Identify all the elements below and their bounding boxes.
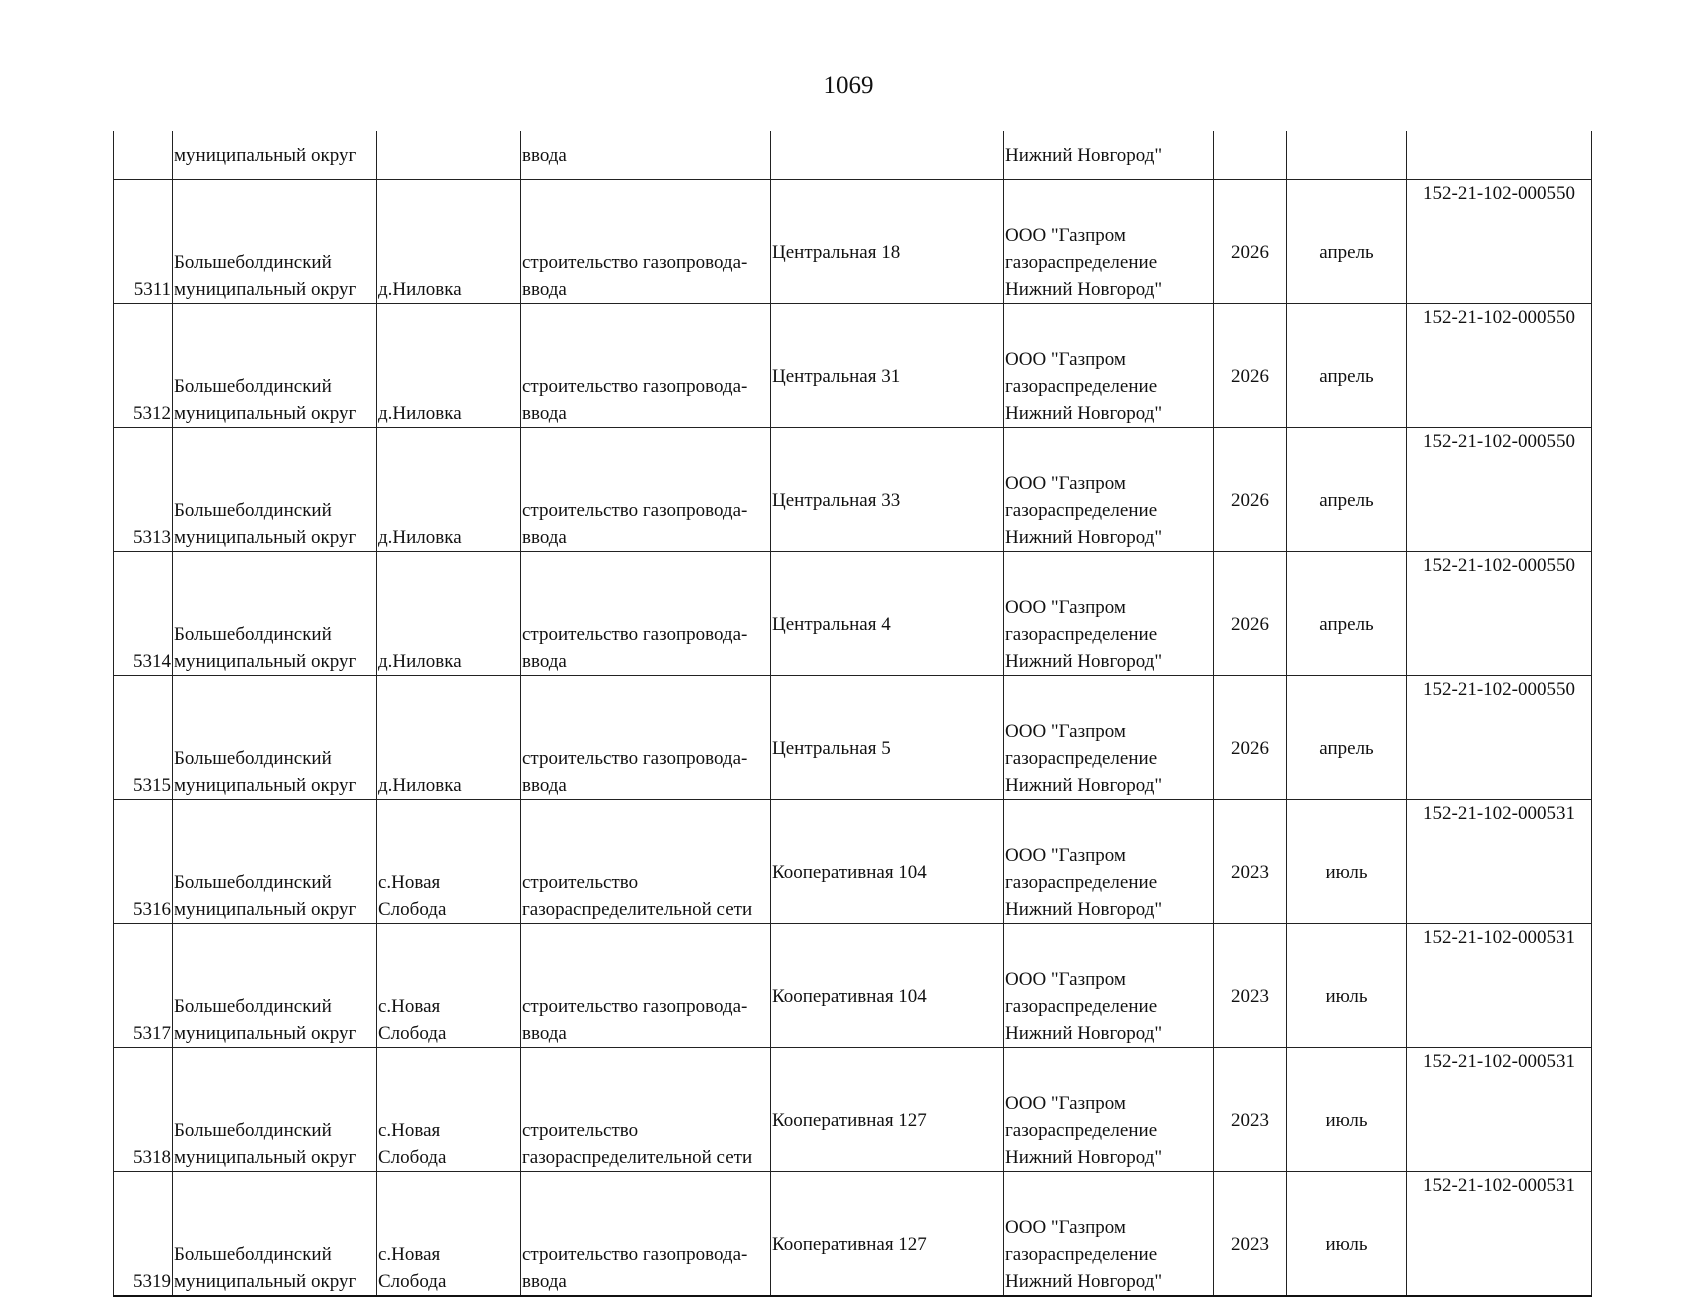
cell-code: 152-21-102-000531 bbox=[1407, 1172, 1592, 1297]
cell-work: строительство газораспределительной сети bbox=[521, 1048, 771, 1172]
cell-month: июль bbox=[1287, 1172, 1407, 1297]
cell-district: Большеболдинский муниципальный округ bbox=[173, 428, 377, 552]
cell-code: 152-21-102-000531 bbox=[1407, 924, 1592, 1048]
cell-num: 5311 bbox=[114, 180, 173, 304]
cell-num: 5319 bbox=[114, 1172, 173, 1297]
cell-district: Большеболдинский муниципальный округ bbox=[173, 1048, 377, 1172]
cell-year: 2023 bbox=[1214, 800, 1287, 924]
table-row bbox=[114, 552, 1592, 676]
cell-work: ввода bbox=[521, 131, 771, 180]
cell-num: 5313 bbox=[114, 428, 173, 552]
cell-district: Большеболдинский муниципальный округ bbox=[173, 924, 377, 1048]
cell-district: Большеболдинский муниципальный округ bbox=[173, 800, 377, 924]
cell-address: Кооперативная 127 bbox=[771, 1172, 1004, 1297]
cell-month: апрель bbox=[1287, 676, 1407, 800]
cell-year: 2026 bbox=[1214, 304, 1287, 428]
cell-district: Большеболдинский муниципальный округ bbox=[173, 180, 377, 304]
cell-code: 152-21-102-000531 bbox=[1407, 1048, 1592, 1172]
cell-address bbox=[771, 131, 1004, 180]
cell-work: строительство газопровода- ввода bbox=[521, 304, 771, 428]
cell-code bbox=[1407, 131, 1592, 180]
cell-address: Центральная 18 bbox=[771, 180, 1004, 304]
cell-settlement: д.Ниловка bbox=[377, 676, 521, 800]
cell-org: ООО "Газпром газораспределение Нижний Новгород" bbox=[1004, 180, 1214, 304]
cell-code: 152-21-102-000550 bbox=[1407, 552, 1592, 676]
cell-month: апрель bbox=[1287, 428, 1407, 552]
cell-org: ООО "Газпром газораспределение Нижний Новгород" bbox=[1004, 552, 1214, 676]
cell-num: 5312 bbox=[114, 304, 173, 428]
cell-num: 5316 bbox=[114, 800, 173, 924]
table-row bbox=[114, 304, 1592, 428]
cell-work: строительство газопровода- ввода bbox=[521, 428, 771, 552]
cell-district: Большеболдинский муниципальный округ bbox=[173, 304, 377, 428]
cell-work: строительство газораспределительной сети bbox=[521, 800, 771, 924]
cell-address: Центральная 5 bbox=[771, 676, 1004, 800]
cell-code: 152-21-102-000550 bbox=[1407, 304, 1592, 428]
cell-code: 152-21-102-000550 bbox=[1407, 428, 1592, 552]
table-row bbox=[114, 180, 1592, 304]
cell-month bbox=[1287, 131, 1407, 180]
cell-month: апрель bbox=[1287, 552, 1407, 676]
cell-year: 2026 bbox=[1214, 552, 1287, 676]
cell-org: ООО "Газпром газораспределение Нижний Новгород" bbox=[1004, 676, 1214, 800]
cell-month: июль bbox=[1287, 1048, 1407, 1172]
cell-settlement bbox=[377, 131, 521, 180]
cell-year: 2026 bbox=[1214, 428, 1287, 552]
table-row bbox=[114, 800, 1592, 924]
cell-work: строительство газопровода- ввода bbox=[521, 552, 771, 676]
cell-work: строительство газопровода- ввода bbox=[521, 924, 771, 1048]
cell-year: 2023 bbox=[1214, 1172, 1287, 1297]
page-number: 1069 bbox=[823, 72, 874, 99]
table-row bbox=[114, 428, 1592, 552]
cell-num: 5315 bbox=[114, 676, 173, 800]
cell-settlement: с.Новая Слобода bbox=[377, 1172, 521, 1297]
continuation-row bbox=[114, 131, 1592, 180]
cell-address: Кооперативная 104 bbox=[771, 800, 1004, 924]
cell-year: 2026 bbox=[1214, 676, 1287, 800]
table-row bbox=[114, 924, 1592, 1048]
cell-settlement: д.Ниловка bbox=[377, 304, 521, 428]
cell-org: ООО "Газпром газораспределение Нижний Новгород" bbox=[1004, 1048, 1214, 1172]
cell-district: Большеболдинский муниципальный округ bbox=[173, 676, 377, 800]
cell-work: строительство газопровода- ввода bbox=[521, 676, 771, 800]
table-row bbox=[114, 1172, 1592, 1297]
cell-org: ООО "Газпром газораспределение Нижний Новгород" bbox=[1004, 800, 1214, 924]
cell-org: Нижний Новгород" bbox=[1004, 131, 1214, 180]
cell-address: Кооперативная 104 bbox=[771, 924, 1004, 1048]
cell-settlement: д.Ниловка bbox=[377, 552, 521, 676]
cell-address: Центральная 31 bbox=[771, 304, 1004, 428]
cell-settlement: д.Ниловка bbox=[377, 428, 521, 552]
cell-num: 5318 bbox=[114, 1048, 173, 1172]
cell-num bbox=[114, 131, 173, 180]
cell-year: 2023 bbox=[1214, 924, 1287, 1048]
registry-table bbox=[113, 131, 1592, 1297]
cell-num: 5314 bbox=[114, 552, 173, 676]
cell-month: апрель bbox=[1287, 304, 1407, 428]
table-row bbox=[114, 1048, 1592, 1172]
cell-year bbox=[1214, 131, 1287, 180]
cell-district: Большеболдинский муниципальный округ bbox=[173, 1172, 377, 1297]
cell-org: ООО "Газпром газораспределение Нижний Новгород" bbox=[1004, 924, 1214, 1048]
cell-month: июль bbox=[1287, 800, 1407, 924]
table-body bbox=[114, 180, 1592, 1297]
cell-year: 2023 bbox=[1214, 1048, 1287, 1172]
cell-settlement: с.Новая Слобода bbox=[377, 800, 521, 924]
table-row bbox=[114, 676, 1592, 800]
cell-month: июль bbox=[1287, 924, 1407, 1048]
cell-org: ООО "Газпром газораспределение Нижний Новгород" bbox=[1004, 428, 1214, 552]
cell-work: строительство газопровода- ввода bbox=[521, 1172, 771, 1297]
cell-num: 5317 bbox=[114, 924, 173, 1048]
cell-work: строительство газопровода- ввода bbox=[521, 180, 771, 304]
cell-code: 152-21-102-000550 bbox=[1407, 676, 1592, 800]
cell-district: Большеболдинский муниципальный округ bbox=[173, 552, 377, 676]
cell-code: 152-21-102-000531 bbox=[1407, 800, 1592, 924]
cell-org: ООО "Газпром газораспределение Нижний Новгород" bbox=[1004, 1172, 1214, 1297]
cell-settlement: д.Ниловка bbox=[377, 180, 521, 304]
cell-month: апрель bbox=[1287, 180, 1407, 304]
cell-address: Центральная 33 bbox=[771, 428, 1004, 552]
cell-settlement: с.Новая Слобода bbox=[377, 924, 521, 1048]
cell-code: 152-21-102-000550 bbox=[1407, 180, 1592, 304]
cell-address: Кооперативная 127 bbox=[771, 1048, 1004, 1172]
cell-year: 2026 bbox=[1214, 180, 1287, 304]
cell-org: ООО "Газпром газораспределение Нижний Новгород" bbox=[1004, 304, 1214, 428]
cell-settlement: с.Новая Слобода bbox=[377, 1048, 521, 1172]
cell-address: Центральная 4 bbox=[771, 552, 1004, 676]
cell-district: муниципальный округ bbox=[173, 131, 377, 180]
